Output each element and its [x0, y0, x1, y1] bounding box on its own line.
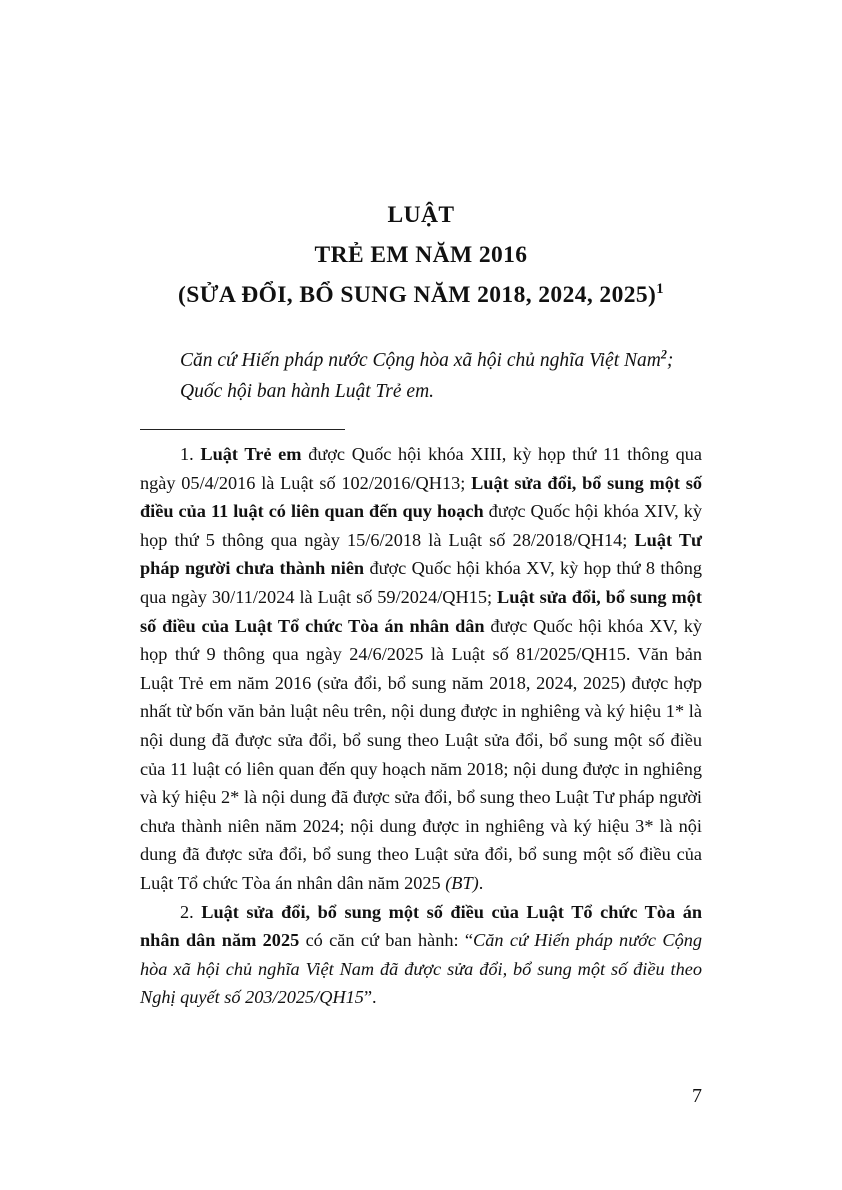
footnote-segment: Luật Tư pháp người chưa thành niên [140, 529, 702, 579]
footnote-segment: 1. [180, 444, 201, 464]
page-number: 7 [692, 1085, 702, 1107]
title-line-3-text: (SỬA ĐỔI, BỔ SUNG NĂM 2018, 2024, 2025) [178, 282, 657, 308]
footnote-separator-rule [140, 429, 345, 430]
footnote-segment: Luật sửa đổi, bổ sung một số điều của Luật Tổ chức Tòa án nhân dân [140, 586, 702, 636]
preamble-line-1 [140, 345, 702, 376]
footnote-segment: (BT) [445, 872, 479, 893]
preamble-line-2: Quốc hội ban hành Luật Trẻ em. [180, 381, 435, 402]
footnote-segment: Luật sửa đổi, bổ sung một số điều của Luật Tổ chức Tòa án nhân dân năm 2025 [140, 901, 702, 951]
footnote-segment: được Quốc hội khóa XV, kỳ họp thứ 9 thông qua ngày 24/6/2025 là Luật số 81/2025/QH15. Văn bản Luật Trẻ em năm 2016 (sửa đổi, bổ sung năm 2018, 2024, 2025) được hợp nhất từ bốn văn bản luật nêu trên, nội dung được in nghiêng và ký hiệu 1* là nội dung đã được sửa đổi, bổ sung theo Luật sửa đổi, bổ sung một số điều của 11 luật có liên quan đến quy hoạch năm 2018; nội dung được in nghiêng và ký hiệu 2* là nội dung đã được sửa đổi, bổ sung theo Luật Tư pháp người chưa thành niên năm 2024; nội dung được in nghiêng và ký hiệu 3* là nội dung đã được sửa đổi, bổ sung theo Luật sửa đổi, bổ sung một số điều của Luật Tổ chức Tòa án nhân dân năm 2025 [140, 615, 702, 893]
preamble-line-1-text: Căn cứ Hiến pháp nước Cộng hòa xã hội chủ nghĩa Việt Nam [180, 350, 661, 371]
footnote-segment: được Quốc hội khóa XIV, kỳ họp thứ 5 thông qua ngày 15/6/2018 là Luật số 28/2018/QH14; [140, 501, 702, 550]
title-line-1: LUẬT [387, 202, 455, 228]
footnote-segment: Luật sửa đổi, bổ sung một số điều của 11 luật có liên quan đến quy hoạch [140, 472, 702, 522]
footnote-segment: 2. [180, 901, 202, 922]
footnote-1 [140, 440, 702, 898]
preamble-block [140, 345, 702, 407]
title-line-2: TRẺ EM NĂM 2016 [314, 242, 528, 268]
title-line-3 [140, 275, 702, 315]
footnote-segment: có căn cứ ban hành: “ [299, 930, 474, 951]
preamble-footnote-marker: 2 [660, 347, 667, 362]
footnote-segment: . [478, 872, 484, 893]
footnotes-block [140, 440, 702, 1012]
footnote-segment: được Quốc hội khóa XV, kỳ họp thứ 8 thông qua ngày 30/11/2024 là Luật số 59/2024/QH15; [140, 558, 702, 607]
preamble-line-1-end: ; [666, 350, 674, 371]
footnote-2 [140, 898, 702, 1012]
footnote-segment: Căn cứ Hiến pháp nước Cộng hòa xã hội chủ nghĩa Việt Nam đã được sửa đổi, bổ sung một số điều theo Nghị quyết số 203/2025/QH15 [140, 930, 702, 1008]
document-title-block [140, 195, 702, 315]
title-footnote-marker: 1 [656, 281, 664, 298]
footnote-segment: ”. [363, 987, 377, 1008]
footnote-segment: Luật Trẻ em [200, 444, 302, 464]
footnote-segment: được Quốc hội khóa XIII, kỳ họp thứ 11 thông qua ngày 05/4/2016 là Luật số 102/2016/QH13; [140, 444, 703, 493]
